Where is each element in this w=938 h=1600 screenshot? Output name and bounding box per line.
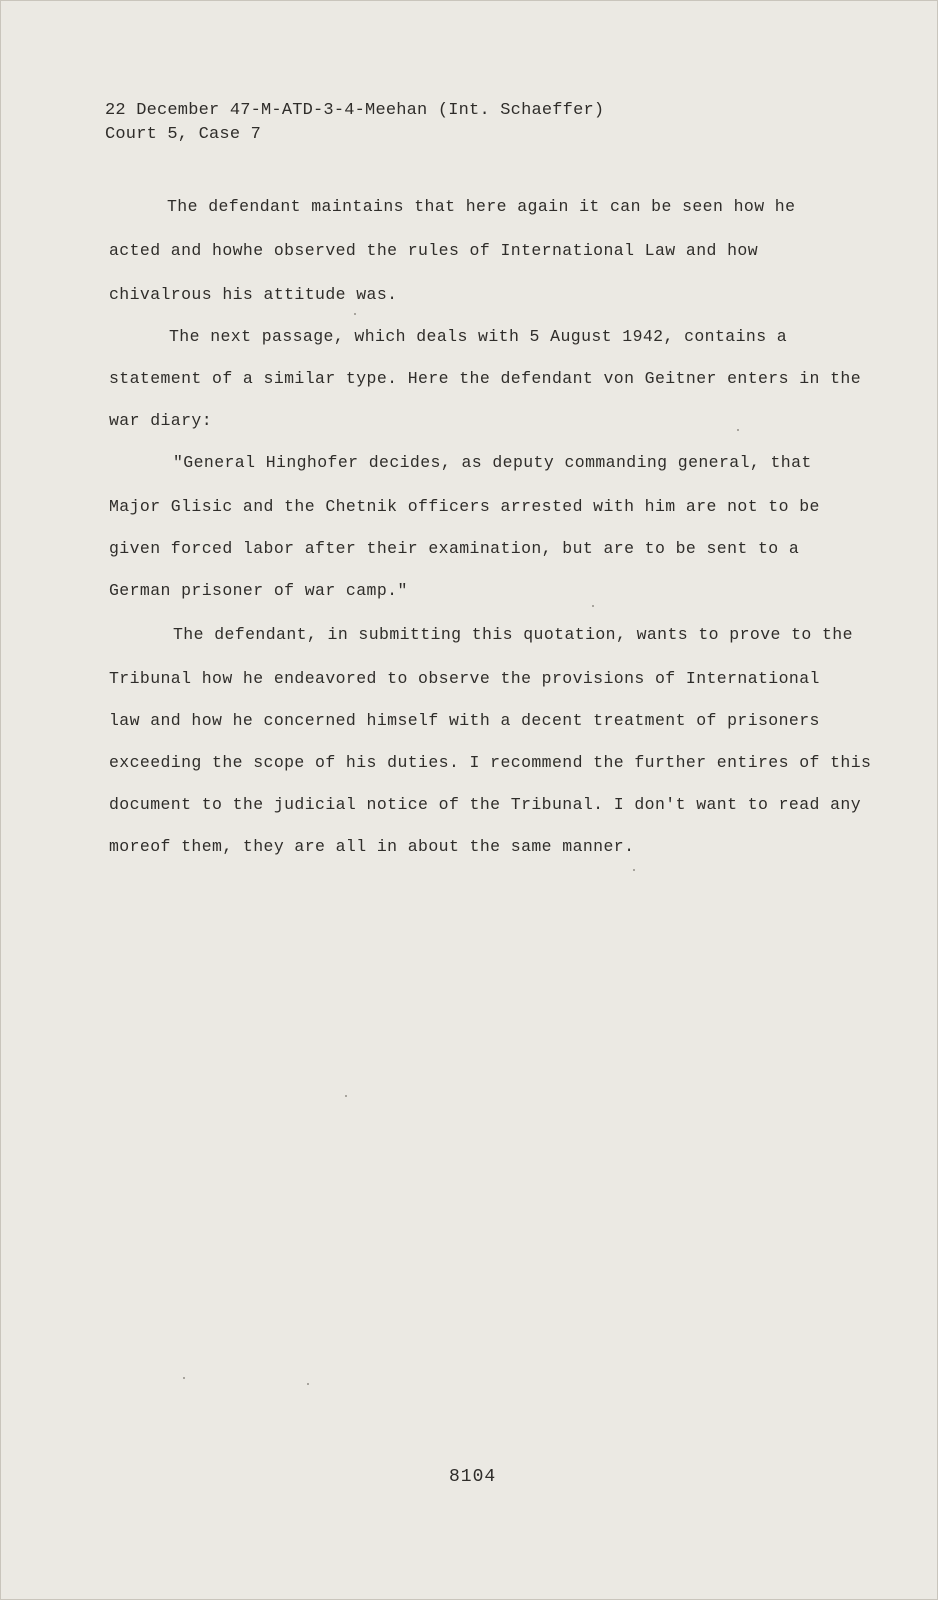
text-line: document to the judicial notice of the Tribunal. I don't want to read any xyxy=(109,795,862,814)
paper-speck xyxy=(737,429,739,431)
text-line: The defendant, in submitting this quotation, wants to prove to the xyxy=(173,625,853,644)
paper-speck xyxy=(592,605,594,607)
text-line: The defendant maintains that here again it can be seen how he xyxy=(167,197,796,216)
paper-speck xyxy=(307,1383,309,1385)
page-number: 8104 xyxy=(449,1467,497,1487)
text-line: German prisoner of war camp." xyxy=(109,581,408,600)
text-line: law and how he concerned himself with a decent treatment of prisoners xyxy=(109,711,820,730)
text-line: Tribunal how he endeavored to observe the provisions of International xyxy=(109,669,820,688)
paper-speck xyxy=(183,1377,185,1379)
text-line: statement of a similar type. Here the defendant von Geitner enters in the xyxy=(109,369,862,388)
header-court-line: Court 5, Case 7 xyxy=(105,125,262,144)
header-session-line: 22 December 47-M-ATD-3-4-Meehan (Int. Schaeffer) xyxy=(105,101,605,120)
document-header xyxy=(105,99,604,147)
text-line: chivalrous his attitude was. xyxy=(109,285,398,304)
text-line: exceeding the scope of his duties. I recommend the further entires of this xyxy=(109,753,872,772)
text-line: war diary: xyxy=(109,411,213,430)
text-line: given forced labor after their examination, but are to be sent to a xyxy=(109,539,800,558)
text-line: Major Glisic and the Chetnik officers arrested with him are not to be xyxy=(109,497,820,516)
text-line: "General Hinghofer decides, as deputy commanding general, that xyxy=(173,453,812,472)
paper-speck xyxy=(633,869,635,871)
paper-speck xyxy=(354,313,356,315)
text-line: acted and howhe observed the rules of International Law and how xyxy=(109,241,759,260)
text-line: moreof them, they are all in about the same manner. xyxy=(109,837,635,856)
paper-speck xyxy=(345,1095,347,1097)
text-line: The next passage, which deals with 5 August 1942, contains a xyxy=(169,327,788,346)
